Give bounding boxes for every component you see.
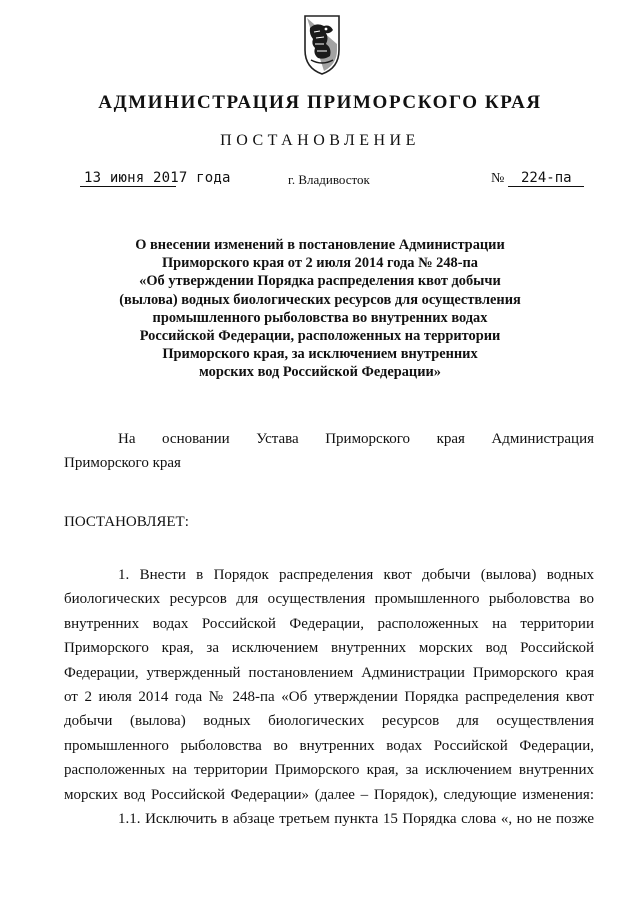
preamble-word: Администрация bbox=[491, 431, 594, 447]
preamble-word: Устава bbox=[256, 431, 299, 447]
resolves-heading: ПОСТАНОВЛЯЕТ: bbox=[64, 514, 189, 530]
number-label: № bbox=[491, 171, 505, 186]
title-line: Российской Федерации, расположенных на территории bbox=[139, 328, 501, 345]
preamble-paragraph bbox=[64, 427, 594, 475]
document-city: г. Владивосток bbox=[288, 172, 370, 187]
date-underline bbox=[80, 186, 176, 187]
preamble-word: На bbox=[118, 431, 136, 447]
body-line: внутренних водах Российской Федерации, расположенных на территории bbox=[64, 615, 594, 632]
document-date: 13 июня 2017 года bbox=[84, 170, 231, 186]
preamble-word: Приморского bbox=[325, 431, 411, 447]
preamble-line bbox=[64, 427, 594, 451]
document-type: ПОСТАНОВЛЕНИЕ bbox=[220, 132, 420, 149]
body-line: морских вод Российской Федерации» (далее – Порядок), следующие изменения: bbox=[64, 786, 594, 803]
number-underline bbox=[508, 186, 584, 187]
body-line: промышленного рыболовства во внутренних водах Российской Федерации, bbox=[64, 737, 594, 754]
title-line: «Об утверждении Порядка распределения квот добычи bbox=[139, 273, 501, 290]
preamble-line-text: Приморского края bbox=[64, 455, 181, 471]
title-line: Приморского края от 2 июля 2014 года № 248-па bbox=[161, 255, 478, 272]
document-dateline bbox=[0, 170, 640, 192]
preamble-word: основании bbox=[162, 431, 230, 447]
document-title bbox=[90, 236, 550, 382]
body-line: расположенных на территории Приморского края, за исключением внутренних bbox=[64, 762, 594, 779]
title-line: (вылова) водных биологических ресурсов для осуществления bbox=[119, 291, 521, 308]
body-line: от 2 июля 2014 года № 248-па «Об утверждении Порядка распределения квот bbox=[64, 689, 594, 706]
organization-name: АДМИНИСТРАЦИЯ ПРИМОРСКОГО КРАЯ bbox=[98, 92, 542, 113]
title-line: морских вод Российской Федерации» bbox=[199, 364, 441, 381]
body-line: добычи (вылова) водных биологических ресурсов для осуществления bbox=[64, 713, 594, 730]
preamble-word: края bbox=[436, 431, 465, 447]
body-line: Федерации, утвержденный постановлением Администрации Приморского края bbox=[64, 664, 594, 681]
body-line: биологических ресурсов для осуществления промышленного рыболовства во bbox=[64, 591, 594, 608]
body-line: 1.1. Исключить в абзаце третьем пункта 15 Порядка слова «, но не позже bbox=[118, 811, 594, 828]
title-line: О внесении изменений в постановление Администрации bbox=[135, 237, 505, 253]
document-number: 224-па bbox=[521, 170, 572, 186]
body-line: 1. Внести в Порядок распределения квот добычи (вылова) водных bbox=[118, 567, 594, 583]
coat-of-arms-emblem bbox=[302, 14, 342, 76]
resolution-body bbox=[64, 563, 594, 831]
title-line: Приморского края, за исключением внутренних bbox=[162, 346, 478, 363]
body-line: Приморского края, за исключением внутренних морских вод Российской bbox=[64, 640, 594, 657]
preamble-line bbox=[64, 451, 594, 475]
title-line: промышленного рыболовства во внутренних водах bbox=[152, 309, 488, 326]
